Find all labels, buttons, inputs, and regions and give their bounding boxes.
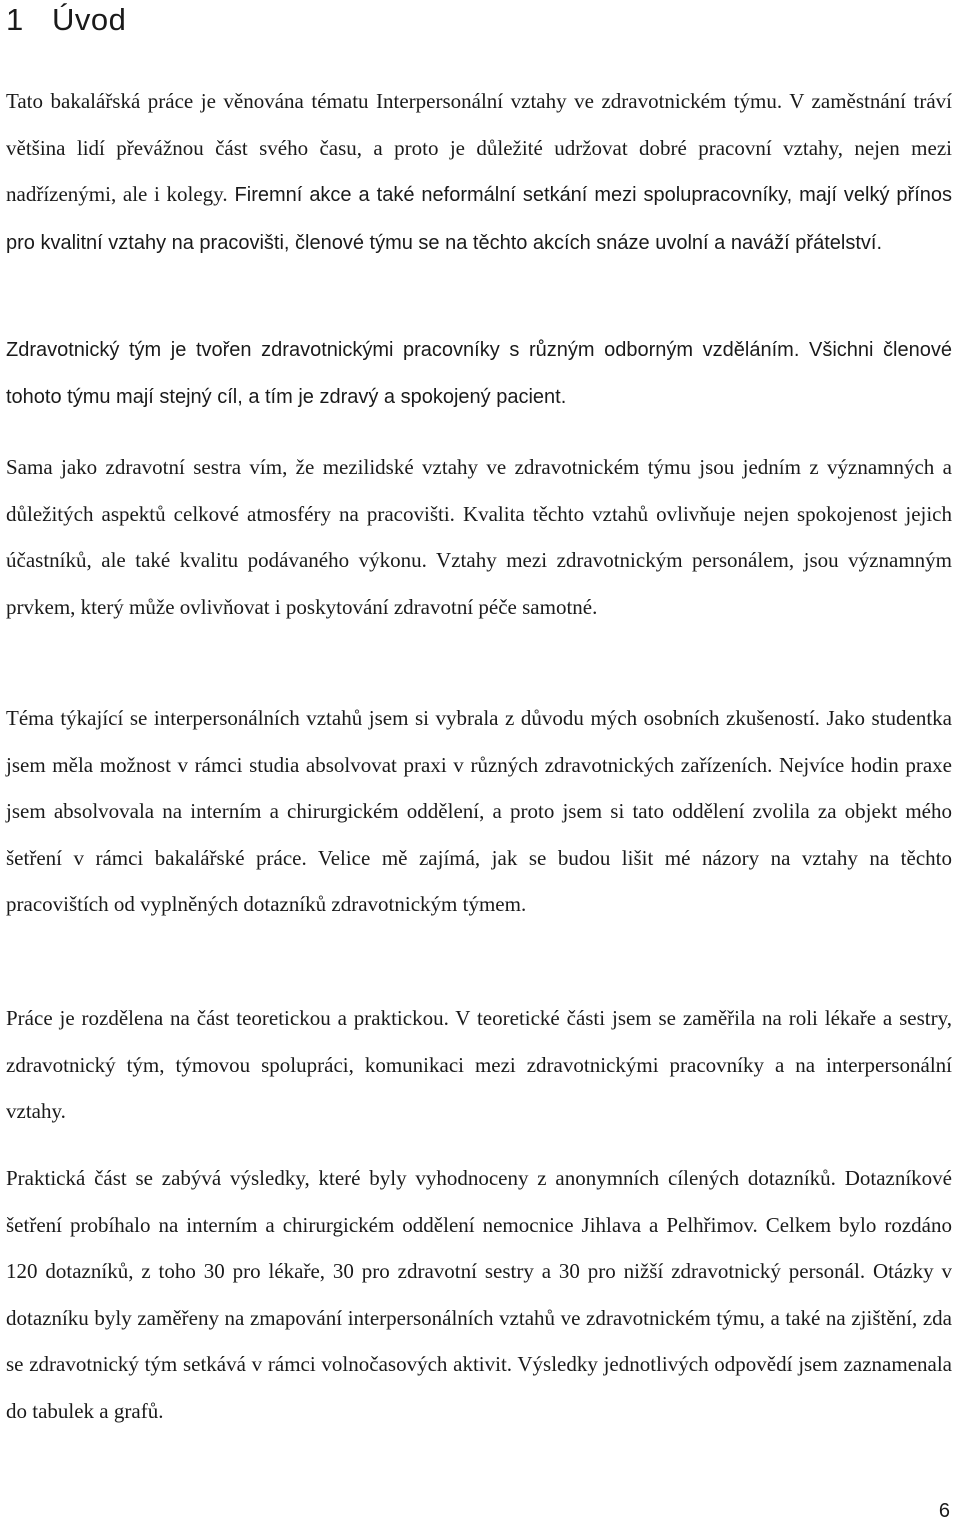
chapter-title: Úvod <box>52 2 127 37</box>
paragraph-structure-text: Práce je rozdělena na část teoretickou a praktickou. V teoretické části jsem se zaměřila na roli lékaře a sestry, zdravotnický tým, týmovou spolupráci, komunikaci mezi zdravotnickými pracovníky a na interpersonální vztahy. <box>6 1006 952 1123</box>
chapter-heading <box>6 2 126 38</box>
paragraph-intro <box>6 78 952 266</box>
chapter-number: 1 <box>6 2 24 37</box>
paragraph-relationships-text: Sama jako zdravotní sestra vím, že mezilidské vztahy ve zdravotnickém týmu jsou jedním z významných a důležitých aspektů celkové atmosféry na pracovišti. Kvalita těchto vztahů ovlivňuje nejen spokojenost jejich účastníků, ale také kvalitu podávaného výkonu. Vztahy mezi zdravotnickým personálem, jsou významným prvkem, který může ovlivňovat i poskytování zdravotní péče samotné. <box>6 455 952 619</box>
paragraph-intro-sentence-2: Firemní akce a také neformální setkání mezi spolupracovníky, mají velký přínos pro kvalitní vztahy na pracovišti, členové týmu se na těchto akcích snáze uvolní a naváží přátelství. <box>6 184 953 254</box>
paragraph-topic-choice-text: Téma týkající se interpersonálních vztahů jsem si vybrala z důvodu mých osobních zkušeností. Jako studentka jsem měla možnost v rámci studia absolvovat praxi v různých zdravotnických zařízeních. Nejvíce hodin praxe jsem absolvovala na interním a chirurgickém oddělení, a proto jsem si tato oddělení zvolila za objekt mého šetření v rámci bakalářské práce. Velice mě zajímá, jak se budou lišit mé názory na vztahy na těchto pracovištích od vyplněných dotazníků zdravotnickým týmem. <box>6 706 952 916</box>
page-number: 6 <box>938 1500 950 1522</box>
paragraph-topic-choice <box>6 695 952 928</box>
paragraph-structure <box>6 995 952 1135</box>
paragraph-relationships <box>6 444 952 630</box>
paragraph-practical-text: Praktická část se zabývá výsledky, které byly vyhodnoceny z anonymních cílených dotazníků. Dotazníkové šetření probíhalo na interním a chirurgickém oddělení nemocnice Jihlava a Pelhřimov. Celkem bylo rozdáno 120 dotazníků, z toho 30 pro lékaře, 30 pro zdravotní sestry a 30 pro nižší zdravotnický personál. Otázky v dotazníku byly zaměřeny na zmapování interpersonálních vztahů ve zdravotnickém týmu, a také na zjištění, zda se zdravotnický tým setkává v rámci volnočasových aktivit. Výsledky jednotlivých odpovědí jsem zaznamenala do tabulek a grafů. <box>6 1166 952 1423</box>
paragraph-team-text: Zdravotnický tým je tvořen zdravotnickými pracovníky s různým odborným vzděláním. Všichni členové tohoto týmu mají stejný cíl, a tím je zdravý a spokojený pacient. <box>6 339 952 408</box>
paragraph-intro-sentence-1: Tato bakalářská práce je věnována tématu Interpersonální vztahy ve zdravotnickém týmu. V zaměstnání tráví většina lidí převážnou část svého času, a proto je důležité udržovat dobré pracovní vztahy, nejen mezi nadřízenými, ale i kolegy. <box>6 89 952 206</box>
paragraph-practical <box>6 1155 952 1434</box>
paragraph-team <box>6 327 952 420</box>
